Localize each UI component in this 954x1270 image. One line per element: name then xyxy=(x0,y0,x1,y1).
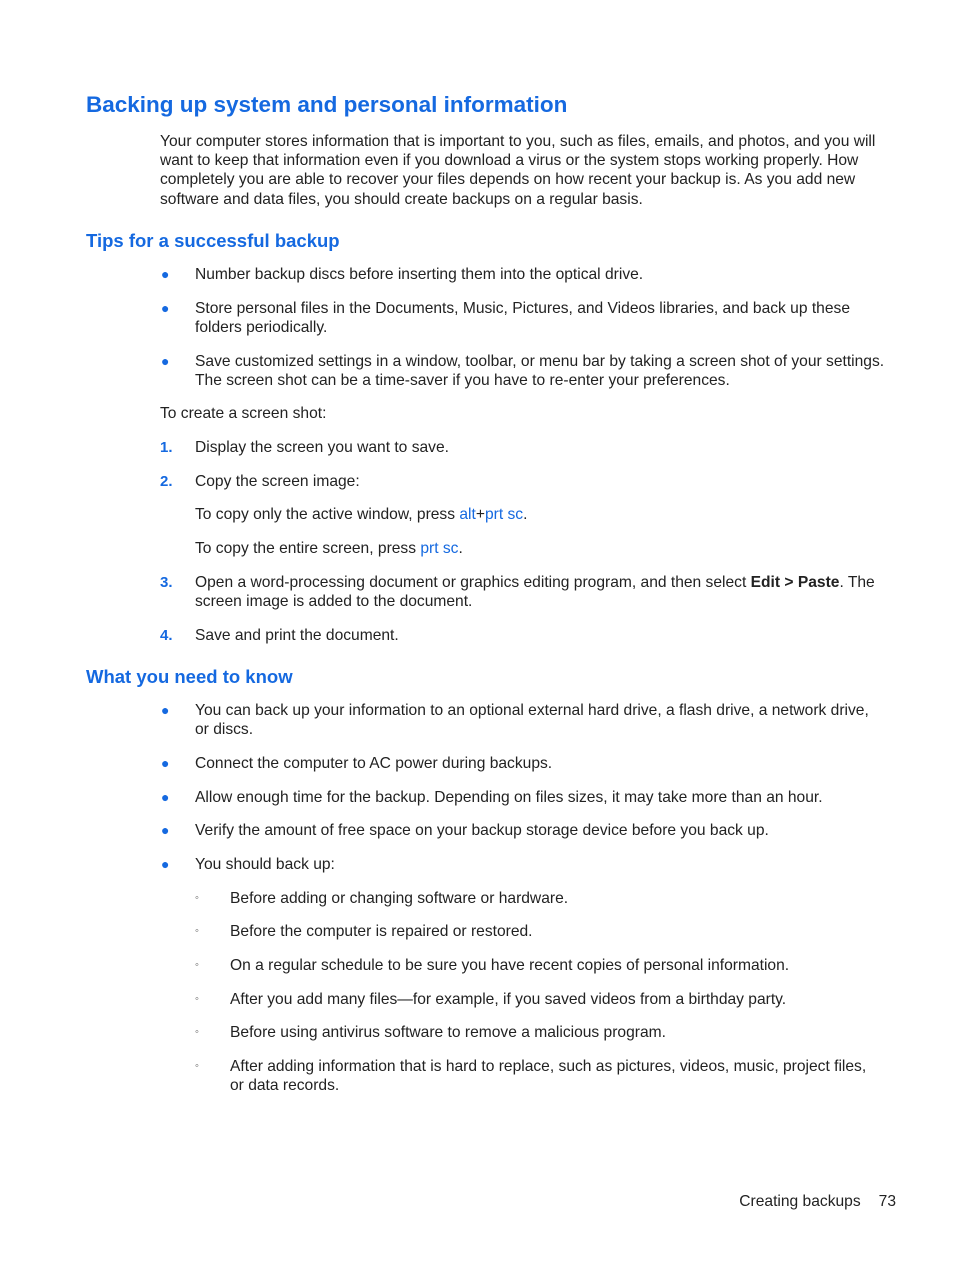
step-text: Copy the screen image: xyxy=(195,473,360,490)
sub-bullet-icon: ◦ xyxy=(195,892,199,904)
key-prt-sc: prt sc xyxy=(484,506,524,523)
step-text xyxy=(195,573,885,611)
copy-active-instruction xyxy=(195,505,885,524)
sub-list-item-text: Before adding or changing software or hardware. xyxy=(230,890,569,907)
bullet-icon: ● xyxy=(161,353,170,369)
list-item-text: You should back up: xyxy=(195,856,335,873)
list-item-text: You can back up your information to an optional external hard drive, a flash drive, a network drive, or discs. xyxy=(195,702,869,739)
key-prt-sc: prt sc xyxy=(420,540,459,557)
instruction-end: . xyxy=(458,540,463,557)
bullet-icon: ● xyxy=(161,822,170,838)
sub-list-item-text: Before using antivirus software to remove a malicious program. xyxy=(230,1024,666,1041)
screenshot-intro: To create a screen shot: xyxy=(160,405,327,422)
step-text: Save and print the document. xyxy=(195,627,399,644)
step-text-before: Open a word-processing document or graphics editing program, and then select xyxy=(195,574,751,591)
instruction-end: . xyxy=(523,506,528,523)
list-item-text: Connect the computer to AC power during backups. xyxy=(195,755,553,772)
step-number: 2. xyxy=(160,473,173,490)
section-heading-know: What you need to know xyxy=(86,666,293,687)
instruction-text: To copy only the active window, press xyxy=(195,506,460,523)
page-footer xyxy=(739,1192,896,1211)
bullet-icon: ● xyxy=(161,266,170,282)
sub-bullet-icon: ◦ xyxy=(195,993,199,1005)
page-number: 73 xyxy=(878,1193,896,1210)
menu-command: Edit > Paste xyxy=(750,574,840,591)
sub-list-item-text: On a regular schedule to be sure you have recent copies of personal information. xyxy=(230,957,790,974)
bullet-icon: ● xyxy=(161,856,170,872)
sub-list-item-text: After you add many files—for example, if you saved videos from a birthday party. xyxy=(230,991,787,1008)
sub-bullet-icon: ◦ xyxy=(195,1060,199,1072)
instruction-text: To copy the entire screen, press xyxy=(195,540,421,557)
copy-entire-instruction xyxy=(195,539,885,558)
sub-bullet-icon: ◦ xyxy=(195,925,199,937)
section-heading-tips: Tips for a successful backup xyxy=(86,230,340,251)
sub-bullet-icon: ◦ xyxy=(195,1026,199,1038)
bullet-icon: ● xyxy=(161,300,170,316)
page-title: Backing up system and personal information xyxy=(86,92,568,117)
footer-section-title: Creating backups xyxy=(739,1193,861,1210)
sub-list-item-text: Before the computer is repaired or restored. xyxy=(230,923,533,940)
step-text: Display the screen you want to save. xyxy=(195,439,449,456)
key-plus: + xyxy=(475,506,485,523)
key-alt: alt xyxy=(459,506,476,523)
step-number: 3. xyxy=(160,574,173,591)
step-number: 4. xyxy=(160,627,173,644)
sub-bullet-icon: ◦ xyxy=(195,959,199,971)
list-item-text: Save customized settings in a window, toolbar, or menu bar by taking a screen shot of your settings. The screen shot can be a time-saver if you have to re-enter your preferences. xyxy=(195,353,885,390)
intro-paragraph: Your computer stores information that is important to you, such as files, emails, and photos, and you will want to keep that information even if you download a virus or the system stops working properly. How completely you are able to recover your files depends on how recent your backup is. As you add new software and data files, you should create backups on a regular basis. xyxy=(160,133,876,208)
list-item-text: Allow enough time for the backup. Depending on files sizes, it may take more than an hour. xyxy=(195,789,823,806)
step-text-after: . The screen image is added to the document. xyxy=(195,574,875,611)
list-item-text: Store personal files in the Documents, Music, Pictures, and Videos libraries, and back up these folders periodically. xyxy=(195,300,850,337)
step-number: 1. xyxy=(160,439,173,456)
list-item-text: Verify the amount of free space on your backup storage device before you back up. xyxy=(195,822,769,839)
sub-list-item-text: After adding information that is hard to replace, such as pictures, videos, music, project files, or data records. xyxy=(230,1058,867,1095)
bullet-icon: ● xyxy=(161,702,170,718)
list-item-text: Number backup discs before inserting them into the optical drive. xyxy=(195,266,644,283)
bullet-icon: ● xyxy=(161,755,170,771)
bullet-icon: ● xyxy=(161,789,170,805)
